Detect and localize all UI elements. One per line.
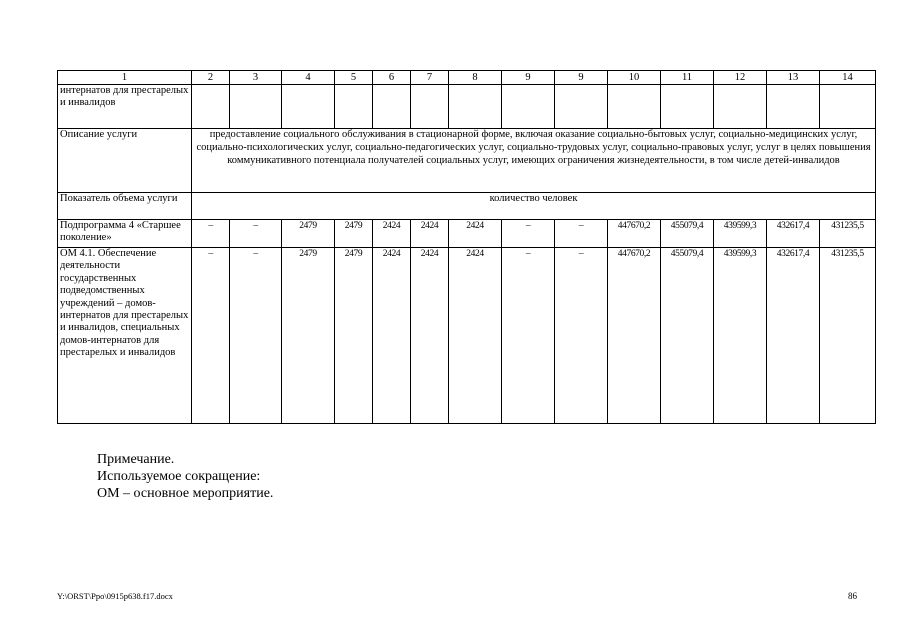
row-label: Показатель объема услуги xyxy=(58,193,192,220)
header-cell: 6 xyxy=(373,71,411,85)
empty-cell xyxy=(608,85,661,129)
empty-cell xyxy=(502,85,555,129)
header-cell: 1 xyxy=(58,71,192,85)
value-cell: 431235,5 xyxy=(820,220,876,248)
header-cell: 13 xyxy=(767,71,820,85)
empty-cell xyxy=(411,85,449,129)
value-cell: 2479 xyxy=(282,220,335,248)
value-cell: 2424 xyxy=(411,248,449,424)
value-cell: 455079,4 xyxy=(661,220,714,248)
empty-cell xyxy=(373,85,411,129)
value-cell: 2424 xyxy=(373,220,411,248)
value-cell: 431235,5 xyxy=(820,248,876,424)
row-label: Подпрограмма 4 «Старшее поколение» xyxy=(58,220,192,248)
value-cell: 2424 xyxy=(449,220,502,248)
value-cell: – xyxy=(230,220,282,248)
value-cell: 439599,3 xyxy=(714,248,767,424)
header-cell: 11 xyxy=(661,71,714,85)
table-body xyxy=(58,71,876,424)
empty-cell xyxy=(767,85,820,129)
row-label: интернатов для престарелых и инвалидов xyxy=(58,85,192,129)
table-row-volume-indicator xyxy=(58,193,876,220)
service-description-text: предоставление социального обслуживания в стационарной форме, включая оказание социально-бытовых услуг, социально-медицинских услуг, социально-психологических услуг, социально-педагогических услуг, социально-трудовых услуг, социально-правовых услуг, услуг в целях повышения коммуникативного потенциала получателей социальных услуг, имеющих ограничения жизнедеятельности, в том числе детей-инвалидов xyxy=(192,129,876,193)
note-block xyxy=(97,451,273,502)
empty-cell xyxy=(192,85,230,129)
volume-indicator-text: количество человек xyxy=(192,193,876,220)
value-cell: – xyxy=(502,248,555,424)
table-row-service-description xyxy=(58,129,876,193)
empty-cell xyxy=(230,85,282,129)
value-cell: – xyxy=(502,220,555,248)
value-cell: 432617,4 xyxy=(767,220,820,248)
value-cell: 455079,4 xyxy=(661,248,714,424)
footer-page-number: 86 xyxy=(848,591,857,601)
value-cell: – xyxy=(555,248,608,424)
empty-cell xyxy=(820,85,876,129)
header-cell: 8 xyxy=(449,71,502,85)
row-label: Описание услуги xyxy=(58,129,192,193)
row-label: ОМ 4.1. Обеспечение деятельности государственных подведомственных учреждений – домов-интернатов для престарелых и инвалидов, специальных домов-интернатов для престарелых и инвалидов xyxy=(58,248,192,424)
note-title: Примечание. xyxy=(97,452,175,467)
value-cell: 2424 xyxy=(373,248,411,424)
value-cell: 447670,2 xyxy=(608,248,661,424)
value-cell: – xyxy=(192,248,230,424)
value-cell: 2479 xyxy=(335,220,373,248)
header-cell: 4 xyxy=(282,71,335,85)
note-subtitle: Используемое сокращение: xyxy=(97,469,261,484)
empty-cell xyxy=(282,85,335,129)
value-cell: 2424 xyxy=(411,220,449,248)
header-cell: 7 xyxy=(411,71,449,85)
value-cell: 2479 xyxy=(335,248,373,424)
value-cell: 2479 xyxy=(282,248,335,424)
value-cell: 432617,4 xyxy=(767,248,820,424)
table-row-subprogram xyxy=(58,220,876,248)
header-cell: 3 xyxy=(230,71,282,85)
value-cell: – xyxy=(230,248,282,424)
header-cell: 10 xyxy=(608,71,661,85)
header-row xyxy=(58,71,876,85)
header-cell: 2 xyxy=(192,71,230,85)
header-cell: 12 xyxy=(714,71,767,85)
note-abbreviation: ОМ – основное мероприятие. xyxy=(97,486,274,501)
table-row-om41 xyxy=(58,248,876,424)
header-cell: 9 xyxy=(502,71,555,85)
data-table xyxy=(57,70,876,424)
empty-cell xyxy=(714,85,767,129)
value-cell: 439599,3 xyxy=(714,220,767,248)
value-cell: 2424 xyxy=(449,248,502,424)
value-cell: – xyxy=(555,220,608,248)
header-cell: 9 xyxy=(555,71,608,85)
header-cell: 14 xyxy=(820,71,876,85)
empty-cell xyxy=(335,85,373,129)
value-cell: – xyxy=(192,220,230,248)
value-cell: 447670,2 xyxy=(608,220,661,248)
footer-file-path: Y:\ORST\Ppo\0915p638.f17.docx xyxy=(57,591,173,601)
table-row-continuation xyxy=(58,85,876,129)
header-cell: 5 xyxy=(335,71,373,85)
empty-cell xyxy=(449,85,502,129)
empty-cell xyxy=(661,85,714,129)
empty-cell xyxy=(555,85,608,129)
